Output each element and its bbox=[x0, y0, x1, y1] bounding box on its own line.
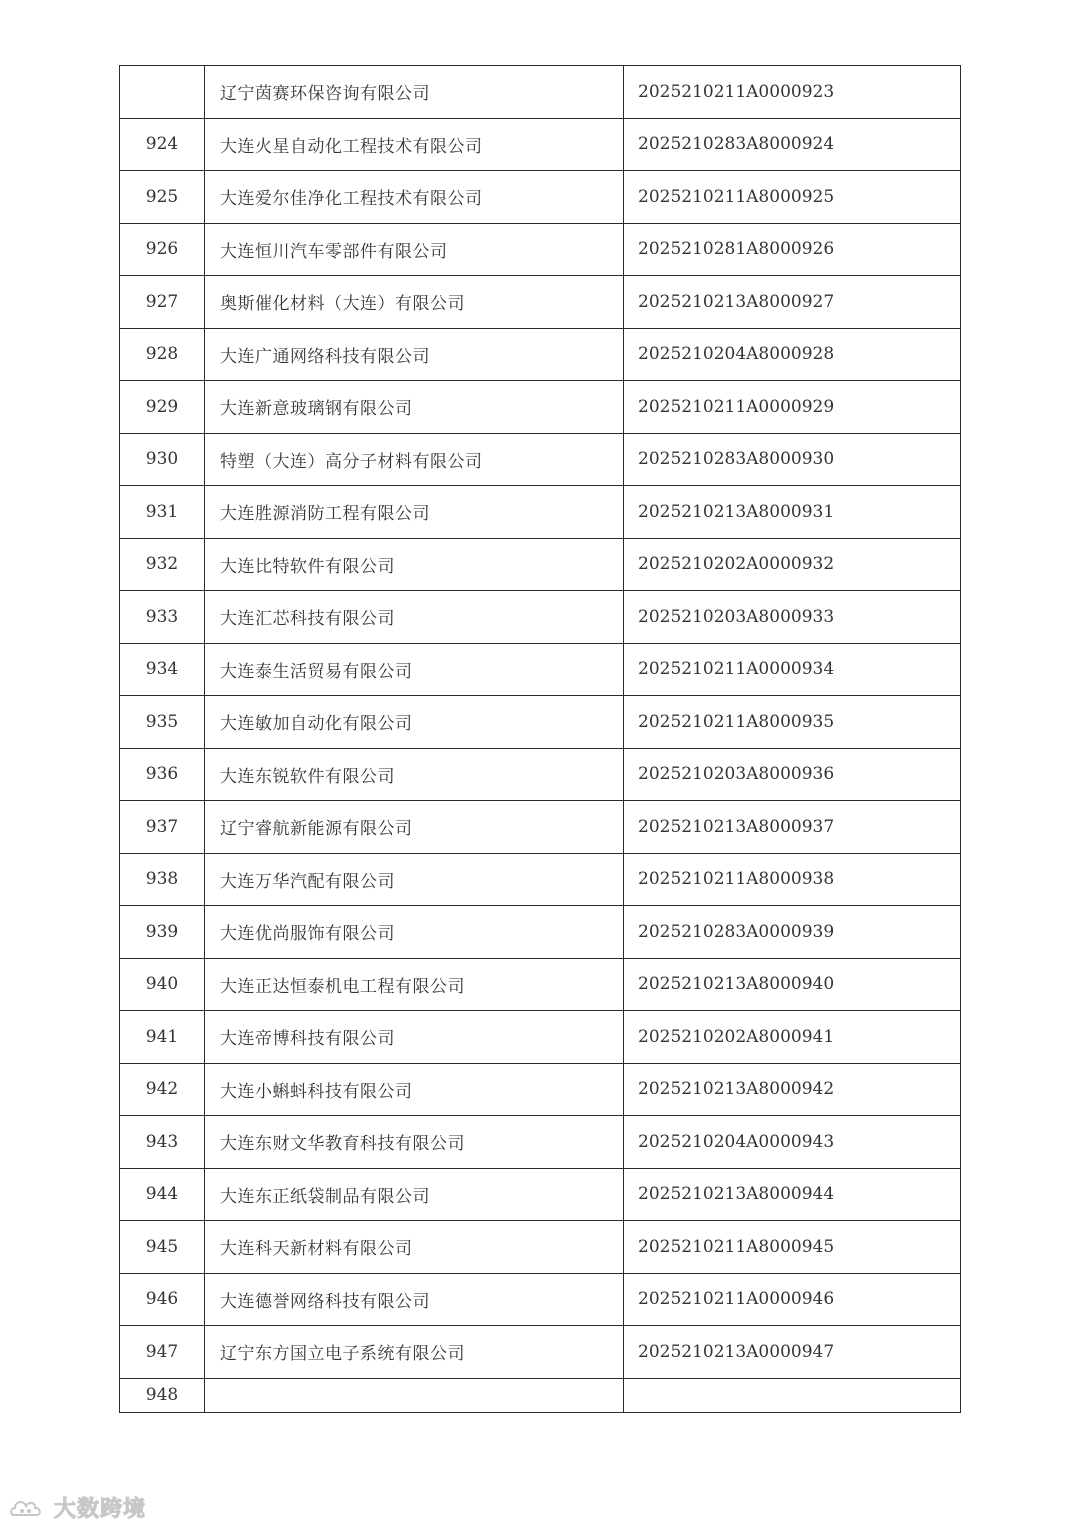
row-number-cell: 933 bbox=[120, 591, 205, 644]
registration-code-cell: 2025210203A8000936 bbox=[624, 748, 961, 801]
row-number-cell: 939 bbox=[120, 906, 205, 959]
registration-code-cell: 2025210281A8000926 bbox=[624, 223, 961, 276]
registration-code-cell: 2025210211A0000923 bbox=[624, 66, 961, 119]
company-name-cell: 大连汇芯科技有限公司 bbox=[205, 591, 624, 644]
registration-code-cell: 2025210211A8000925 bbox=[624, 171, 961, 224]
table-row bbox=[120, 853, 961, 906]
table-row bbox=[120, 1326, 961, 1379]
table-row bbox=[120, 1116, 961, 1169]
cloud-logo-icon bbox=[8, 1495, 48, 1521]
company-name-cell: 大连东正纸袋制品有限公司 bbox=[205, 1168, 624, 1221]
row-number-cell: 941 bbox=[120, 1011, 205, 1064]
registration-code-cell: 2025210211A8000935 bbox=[624, 696, 961, 749]
table-row bbox=[120, 66, 961, 119]
company-name-cell: 大连比特软件有限公司 bbox=[205, 538, 624, 591]
company-name-cell: 大连优尚服饰有限公司 bbox=[205, 906, 624, 959]
table-row bbox=[120, 118, 961, 171]
row-number-cell bbox=[120, 66, 205, 119]
company-name-cell: 大连泰生活贸易有限公司 bbox=[205, 643, 624, 696]
company-name-cell: 辽宁东方国立电子系统有限公司 bbox=[205, 1326, 624, 1379]
registration-code-cell: 2025210213A8000931 bbox=[624, 486, 961, 539]
company-name-cell: 大连小蝌蚪科技有限公司 bbox=[205, 1063, 624, 1116]
registration-code-cell: 2025210213A8000940 bbox=[624, 958, 961, 1011]
registration-code-cell: 2025210211A0000934 bbox=[624, 643, 961, 696]
row-number-cell: 942 bbox=[120, 1063, 205, 1116]
table-row bbox=[120, 748, 961, 801]
table-row bbox=[120, 643, 961, 696]
row-number-cell: 938 bbox=[120, 853, 205, 906]
company-name-cell: 大连恒川汽车零部件有限公司 bbox=[205, 223, 624, 276]
row-number-cell: 940 bbox=[120, 958, 205, 1011]
row-number-cell: 935 bbox=[120, 696, 205, 749]
registration-code-cell bbox=[624, 1378, 961, 1412]
company-name-cell: 大连万华汽配有限公司 bbox=[205, 853, 624, 906]
company-name-cell: 大连爱尔佳净化工程技术有限公司 bbox=[205, 171, 624, 224]
company-name-cell: 大连东锐软件有限公司 bbox=[205, 748, 624, 801]
table-body bbox=[120, 66, 961, 1413]
registration-code-cell: 2025210213A8000944 bbox=[624, 1168, 961, 1221]
table-row bbox=[120, 1378, 961, 1412]
company-name-cell: 大连正达恒泰机电工程有限公司 bbox=[205, 958, 624, 1011]
row-number-cell: 944 bbox=[120, 1168, 205, 1221]
table-row bbox=[120, 1011, 961, 1064]
company-name-cell: 辽宁睿航新能源有限公司 bbox=[205, 801, 624, 854]
row-number-cell: 934 bbox=[120, 643, 205, 696]
table-row bbox=[120, 958, 961, 1011]
table-row bbox=[120, 381, 961, 434]
registration-code-cell: 2025210211A8000938 bbox=[624, 853, 961, 906]
row-number-cell: 930 bbox=[120, 433, 205, 486]
registration-code-cell: 2025210202A0000932 bbox=[624, 538, 961, 591]
table-row bbox=[120, 906, 961, 959]
row-number-cell: 929 bbox=[120, 381, 205, 434]
table-row bbox=[120, 171, 961, 224]
table-row bbox=[120, 591, 961, 644]
table-row bbox=[120, 1168, 961, 1221]
table-row bbox=[120, 1273, 961, 1326]
row-number-cell: 948 bbox=[120, 1378, 205, 1412]
table-row bbox=[120, 223, 961, 276]
row-number-cell: 945 bbox=[120, 1221, 205, 1274]
registration-code-cell: 2025210213A8000942 bbox=[624, 1063, 961, 1116]
registration-code-cell: 2025210204A8000928 bbox=[624, 328, 961, 381]
registration-code-cell: 2025210213A0000947 bbox=[624, 1326, 961, 1379]
company-name-cell: 大连胜源消防工程有限公司 bbox=[205, 486, 624, 539]
table-row bbox=[120, 433, 961, 486]
row-number-cell: 924 bbox=[120, 118, 205, 171]
watermark-text: 大数跨境 bbox=[54, 1497, 147, 1522]
registration-code-cell: 2025210213A8000927 bbox=[624, 276, 961, 329]
registration-code-cell: 2025210283A0000939 bbox=[624, 906, 961, 959]
row-number-cell: 936 bbox=[120, 748, 205, 801]
company-name-cell: 大连科天新材料有限公司 bbox=[205, 1221, 624, 1274]
table-row bbox=[120, 486, 961, 539]
table-row bbox=[120, 696, 961, 749]
table-row bbox=[120, 328, 961, 381]
company-name-cell: 大连新意玻璃钢有限公司 bbox=[205, 381, 624, 434]
registration-code-cell: 2025210213A8000937 bbox=[624, 801, 961, 854]
company-name-cell: 大连广通网络科技有限公司 bbox=[205, 328, 624, 381]
company-name-cell: 大连德誉网络科技有限公司 bbox=[205, 1273, 624, 1326]
registration-code-cell: 2025210283A8000930 bbox=[624, 433, 961, 486]
row-number-cell: 943 bbox=[120, 1116, 205, 1169]
registration-code-cell: 2025210211A0000929 bbox=[624, 381, 961, 434]
row-number-cell: 926 bbox=[120, 223, 205, 276]
registration-code-cell: 2025210211A0000946 bbox=[624, 1273, 961, 1326]
row-number-cell: 925 bbox=[120, 171, 205, 224]
table-row bbox=[120, 1221, 961, 1274]
company-name-cell: 大连帝博科技有限公司 bbox=[205, 1011, 624, 1064]
company-name-cell: 奥斯催化材料（大连）有限公司 bbox=[205, 276, 624, 329]
table-row bbox=[120, 801, 961, 854]
row-number-cell: 928 bbox=[120, 328, 205, 381]
table-row bbox=[120, 276, 961, 329]
watermark bbox=[8, 1492, 146, 1523]
company-name-cell: 大连敏加自动化有限公司 bbox=[205, 696, 624, 749]
row-number-cell: 931 bbox=[120, 486, 205, 539]
table-row bbox=[120, 1063, 961, 1116]
company-registry-table bbox=[119, 65, 961, 1413]
company-name-cell: 大连火星自动化工程技术有限公司 bbox=[205, 118, 624, 171]
registration-code-cell: 2025210202A8000941 bbox=[624, 1011, 961, 1064]
table-row bbox=[120, 538, 961, 591]
company-name-cell: 辽宁茵赛环保咨询有限公司 bbox=[205, 66, 624, 119]
row-number-cell: 927 bbox=[120, 276, 205, 329]
registration-code-cell: 2025210203A8000933 bbox=[624, 591, 961, 644]
company-name-cell bbox=[205, 1378, 624, 1412]
row-number-cell: 932 bbox=[120, 538, 205, 591]
registration-code-cell: 2025210204A0000943 bbox=[624, 1116, 961, 1169]
row-number-cell: 946 bbox=[120, 1273, 205, 1326]
registration-code-cell: 2025210211A8000945 bbox=[624, 1221, 961, 1274]
row-number-cell: 937 bbox=[120, 801, 205, 854]
registration-code-cell: 2025210283A8000924 bbox=[624, 118, 961, 171]
row-number-cell: 947 bbox=[120, 1326, 205, 1379]
company-name-cell: 大连东财文华教育科技有限公司 bbox=[205, 1116, 624, 1169]
company-name-cell: 特塑（大连）高分子材料有限公司 bbox=[205, 433, 624, 486]
